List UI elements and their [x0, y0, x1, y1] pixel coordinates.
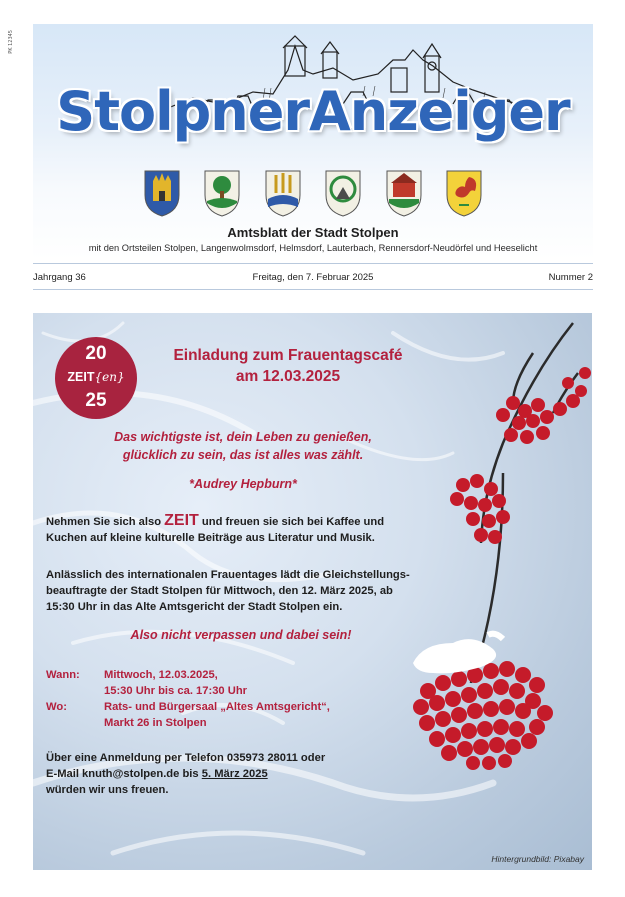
masthead	[33, 24, 593, 260]
badge-year-top: 20	[85, 343, 107, 364]
where-line-2: Markt 26 in Stolpen	[104, 717, 207, 729]
coat-of-arms-row	[143, 169, 483, 221]
quote-line-1: Das wichtigste ist, dein Leben zu genießen,	[114, 430, 372, 444]
intro-zeit: ZEIT	[164, 512, 199, 529]
when-line-2: 15:30 Uhr bis ca. 17:30 Uhr	[104, 685, 248, 697]
registration-deadline: 5. März 2025	[201, 768, 268, 780]
logo-stolpner: Stolpner	[56, 80, 309, 143]
occasion-paragraph	[46, 567, 436, 615]
when-label: Wann:	[46, 669, 80, 681]
quote-line-2: glücklich zu sein, das ist alles was zählt.	[122, 448, 364, 462]
crest-heeselicht-icon	[445, 169, 483, 217]
when-row	[46, 667, 446, 699]
logo-anzeiger: Anzeiger	[308, 80, 570, 143]
title-line-2: am 12.03.2025	[235, 368, 341, 385]
invitation-title	[173, 345, 403, 387]
zeiten-badge	[55, 337, 137, 419]
intro-post: und freuen sie sich bei Kaffee und	[201, 516, 385, 528]
crest-rennersdorf-neudoerfel-icon	[385, 169, 423, 217]
where-line-1: Rats- und Bürgersaal „Altes Amtsgericht“,	[104, 701, 330, 713]
occasion-line-1: Anlässlich des internationalen Frauentages lädt die Gleichstellungs-	[46, 569, 410, 581]
jahrgang: Jahrgang 36	[33, 272, 86, 283]
badge-zeit-word: ZEIT	[67, 370, 95, 384]
registration-line-2: E-Mail knuth@stolpen.de bis	[46, 768, 199, 780]
quote	[93, 428, 393, 464]
where-label: Wo:	[46, 701, 67, 713]
top-divider	[33, 263, 593, 264]
issue-date: Freitag, den 7. Februar 2025	[252, 272, 374, 283]
event-details	[46, 667, 446, 731]
side-code: PK 12345	[8, 30, 14, 54]
crest-stolpen-icon	[143, 169, 181, 217]
invitation-poster	[33, 313, 592, 870]
occasion-line-3: 15:30 Uhr in das Alte Amtsgericht der Stadt Stolpen ein.	[46, 601, 343, 613]
bottom-divider	[33, 289, 593, 290]
when-line-1: Mittwoch, 12.03.2025,	[104, 669, 218, 681]
badge-zeit	[55, 370, 137, 384]
occasion-line-2: beauftragte der Stadt Stolpen für Mittwoch, den 12. März 2025, ab	[46, 585, 393, 597]
crest-helmsdorf-icon	[264, 169, 302, 217]
quote-author: *Audrey Hepburn*	[189, 477, 297, 491]
registration-paragraph	[46, 750, 446, 798]
where-row	[46, 699, 446, 731]
masthead-logo	[33, 80, 593, 143]
intro-pre: Nehmen Sie sich also	[46, 516, 162, 528]
title-line-1: Einladung zum Frauentagscafé	[173, 347, 403, 364]
crest-langenwolmsdorf-icon	[203, 169, 241, 217]
registration-line-1: Über eine Anmeldung per Telefon 035973 28011 oder	[46, 752, 326, 764]
badge-en: {en}	[94, 370, 125, 384]
badge-year-bottom: 25	[85, 390, 107, 411]
ortsteile-subtitle: mit den Ortsteilen Stolpen, Langenwolmsdorf, Helmsdorf, Lauterbach, Rennersdorf-Neudörfel und Heeselicht	[88, 243, 538, 253]
intro-line-2: Kuchen auf kleine kulturelle Beiträge aus Literatur und Musik.	[46, 532, 375, 544]
image-credit: Hintergrundbild: Pixabay	[491, 854, 584, 864]
crest-lauterbach-icon	[324, 169, 362, 217]
dont-miss-slogan: Also nicht verpassen und dabei sein!	[130, 628, 352, 642]
registration-line-3: würden wir uns freuen.	[46, 784, 169, 796]
issue-number: Nummer 2	[548, 272, 593, 283]
amtsblatt-heading: Amtsblatt der Stadt Stolpen	[227, 225, 399, 240]
intro-paragraph	[46, 513, 436, 546]
